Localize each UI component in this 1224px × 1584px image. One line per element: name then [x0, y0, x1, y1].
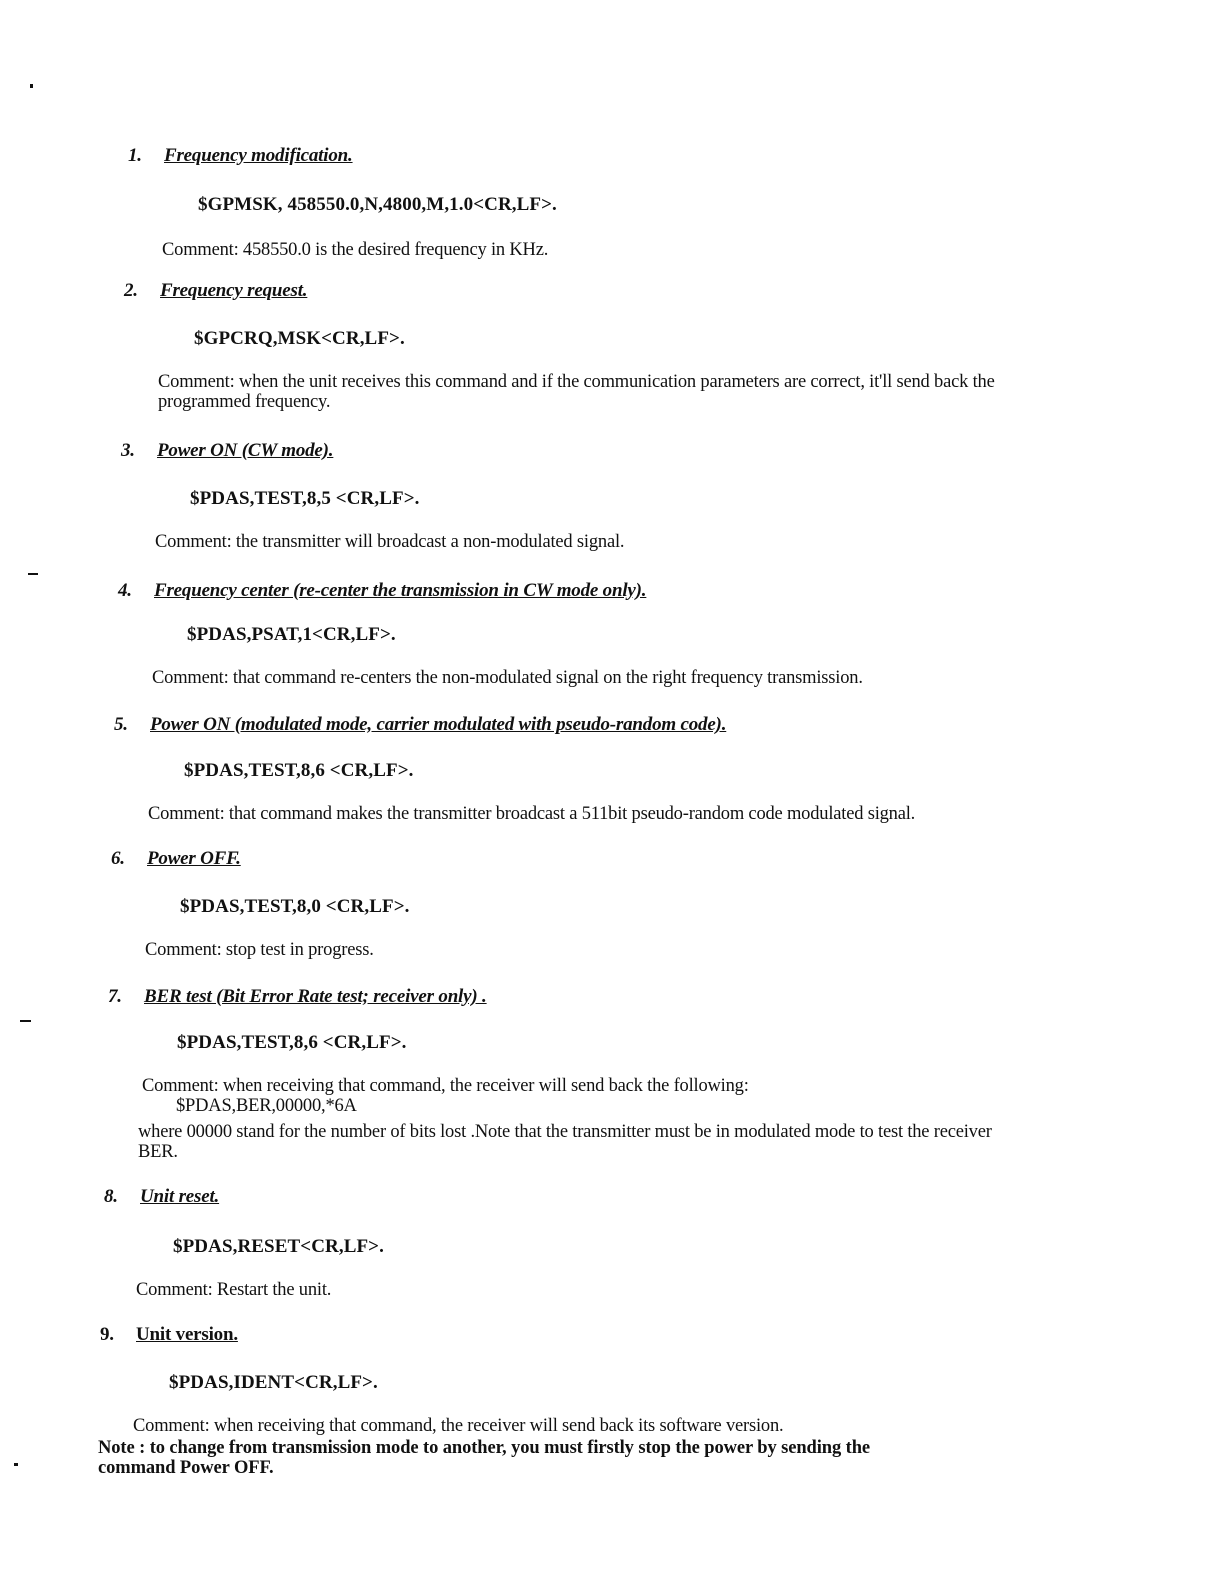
- scan-speck: [28, 573, 38, 575]
- section-7-comment-line: Comment: when receiving that command, the receiver will send back the following:: [142, 1076, 749, 1096]
- section-number: 5.: [114, 714, 128, 735]
- section-2-comment: Comment: when the unit receives this command and if the communication parameters are correct, it'll send back the programmed frequency.: [158, 372, 995, 412]
- section-number: 2.: [124, 280, 138, 301]
- section-9-comment: Comment: when receiving that command, the receiver will send back its software version.: [133, 1416, 784, 1436]
- section-8-command: $PDAS,RESET<CR,LF>.: [173, 1236, 384, 1257]
- section-3-comment: Comment: the transmitter will broadcast a non-modulated signal.: [155, 532, 625, 552]
- section-title: Frequency modification.: [164, 145, 353, 166]
- section-9-heading: [100, 1324, 238, 1346]
- section-title: Frequency request.: [160, 280, 308, 301]
- section-4-comment: Comment: that command re-centers the non-modulated signal on the right frequency transmission.: [152, 668, 863, 688]
- ber-response-example: $PDAS,BER,00000,*6A: [176, 1096, 357, 1116]
- section-title: BER test (Bit Error Rate test; receiver only) .: [144, 986, 487, 1007]
- section-title: Frequency center (re-center the transmission in CW mode only).: [154, 580, 647, 601]
- section-number: 6.: [111, 848, 125, 869]
- section-number: 8.: [104, 1186, 118, 1207]
- section-number: 1.: [128, 145, 142, 166]
- section-1-heading: [128, 145, 353, 167]
- section-4-command: $PDAS,PSAT,1<CR,LF>.: [187, 624, 396, 645]
- section-number: 3.: [121, 440, 135, 461]
- section-7-comment: [142, 1076, 1012, 1116]
- section-5-comment: Comment: that command makes the transmitter broadcast a 511bit pseudo-random code modulated signal.: [148, 804, 916, 824]
- section-3-heading: [121, 440, 333, 462]
- section-2-heading: [124, 280, 307, 302]
- section-7-comment-continued: where 00000 stand for the number of bits lost .Note that the transmitter must be in modulated mode to test the receiver BER.: [138, 1122, 992, 1162]
- section-number: 9.: [100, 1324, 114, 1345]
- section-1-comment: Comment: 458550.0 is the desired frequency in KHz.: [162, 240, 549, 260]
- section-6-command: $PDAS,TEST,8,0 <CR,LF>.: [180, 896, 410, 917]
- scan-speck: [20, 1020, 31, 1022]
- section-5-command: $PDAS,TEST,8,6 <CR,LF>.: [184, 760, 414, 781]
- section-4-heading: [118, 580, 646, 602]
- section-2-command: $GPCRQ,MSK<CR,LF>.: [194, 328, 405, 349]
- section-number: 4.: [118, 580, 132, 601]
- section-1-command: $GPMSK, 458550.0,N,4800,M,1.0<CR,LF>.: [198, 194, 557, 215]
- section-6-comment: Comment: stop test in progress.: [145, 940, 374, 960]
- section-7-command: $PDAS,TEST,8,6 <CR,LF>.: [177, 1032, 407, 1053]
- section-5-heading: [114, 714, 726, 736]
- section-number: 7.: [108, 986, 122, 1007]
- closing-note: Note : to change from transmission mode to another, you must firstly stop the power by sending the command Power OFF.: [98, 1438, 870, 1478]
- section-title: Power ON (CW mode).: [157, 440, 334, 461]
- scan-speck: [30, 84, 33, 88]
- section-title: Power OFF.: [147, 848, 241, 869]
- section-8-heading: [104, 1186, 219, 1208]
- section-9-command: $PDAS,IDENT<CR,LF>.: [169, 1372, 378, 1393]
- section-title: Unit reset.: [140, 1186, 220, 1207]
- section-8-comment: Comment: Restart the unit.: [136, 1280, 332, 1300]
- section-title: Power ON (modulated mode, carrier modulated with pseudo-random code).: [150, 714, 727, 735]
- section-6-heading: [111, 848, 241, 870]
- scan-speck: [14, 1463, 18, 1466]
- section-3-command: $PDAS,TEST,8,5 <CR,LF>.: [190, 488, 420, 509]
- section-title: Unit version.: [136, 1324, 238, 1345]
- section-7-heading: [108, 986, 487, 1008]
